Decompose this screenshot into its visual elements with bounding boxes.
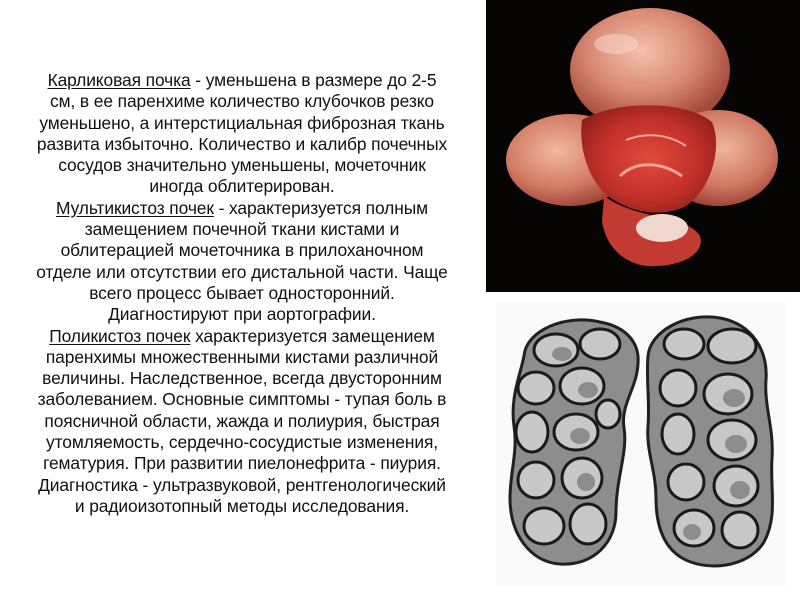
text-block (0, 70, 484, 517)
paragraph-dwarf-kidney-text: - уменьшена в размере до 2-5 см, в ее паренхиме количество клубочков резко уменьшено, а интерстициальная фиброзная ткань развита избыточно. Количество и калибр почечных сосудов значительно уменьшены, мочеточник иногда облитерирован. (36, 70, 448, 197)
paragraph-dwarf-kidney (0, 70, 484, 198)
paragraph-multicystic-kidney-text: - характеризуется полным замещением почечной ткани кистами и облитерацией мочеточника в прилоханочном отделе или отсутствии его дистальной части. Чаще всего процесс бывает односторонний. Диагностируют при аортографии. (36, 197, 448, 325)
paragraph-multicystic-kidney (0, 198, 484, 326)
term-multicystic-kidney: Мультикистоз почек (56, 197, 214, 218)
term-dwarf-kidney: Карликовая почка (47, 70, 191, 90)
term-polycystic-kidney: Поликистоз почек (49, 325, 191, 346)
polycystic-kidney-photo (496, 302, 786, 586)
dwarf-kidney-photo (486, 0, 800, 292)
paragraph-polycystic-kidney-text: характеризуется замещением паренхимы множественными кистами различной величины. Наследственное, всегда двусторонним заболеванием. Основные симптомы - тупая боль в поясничной области, жажда и полиурия, быстрая утомляемость, сердечно-сосудистые изменения, гематурия. При развитии пиелонефрита - пиурия. Диагностика - ультразвуковой, рентгенологический и радиоизотопный методы исследования. (37, 325, 447, 516)
paragraph-polycystic-kidney (0, 326, 484, 518)
